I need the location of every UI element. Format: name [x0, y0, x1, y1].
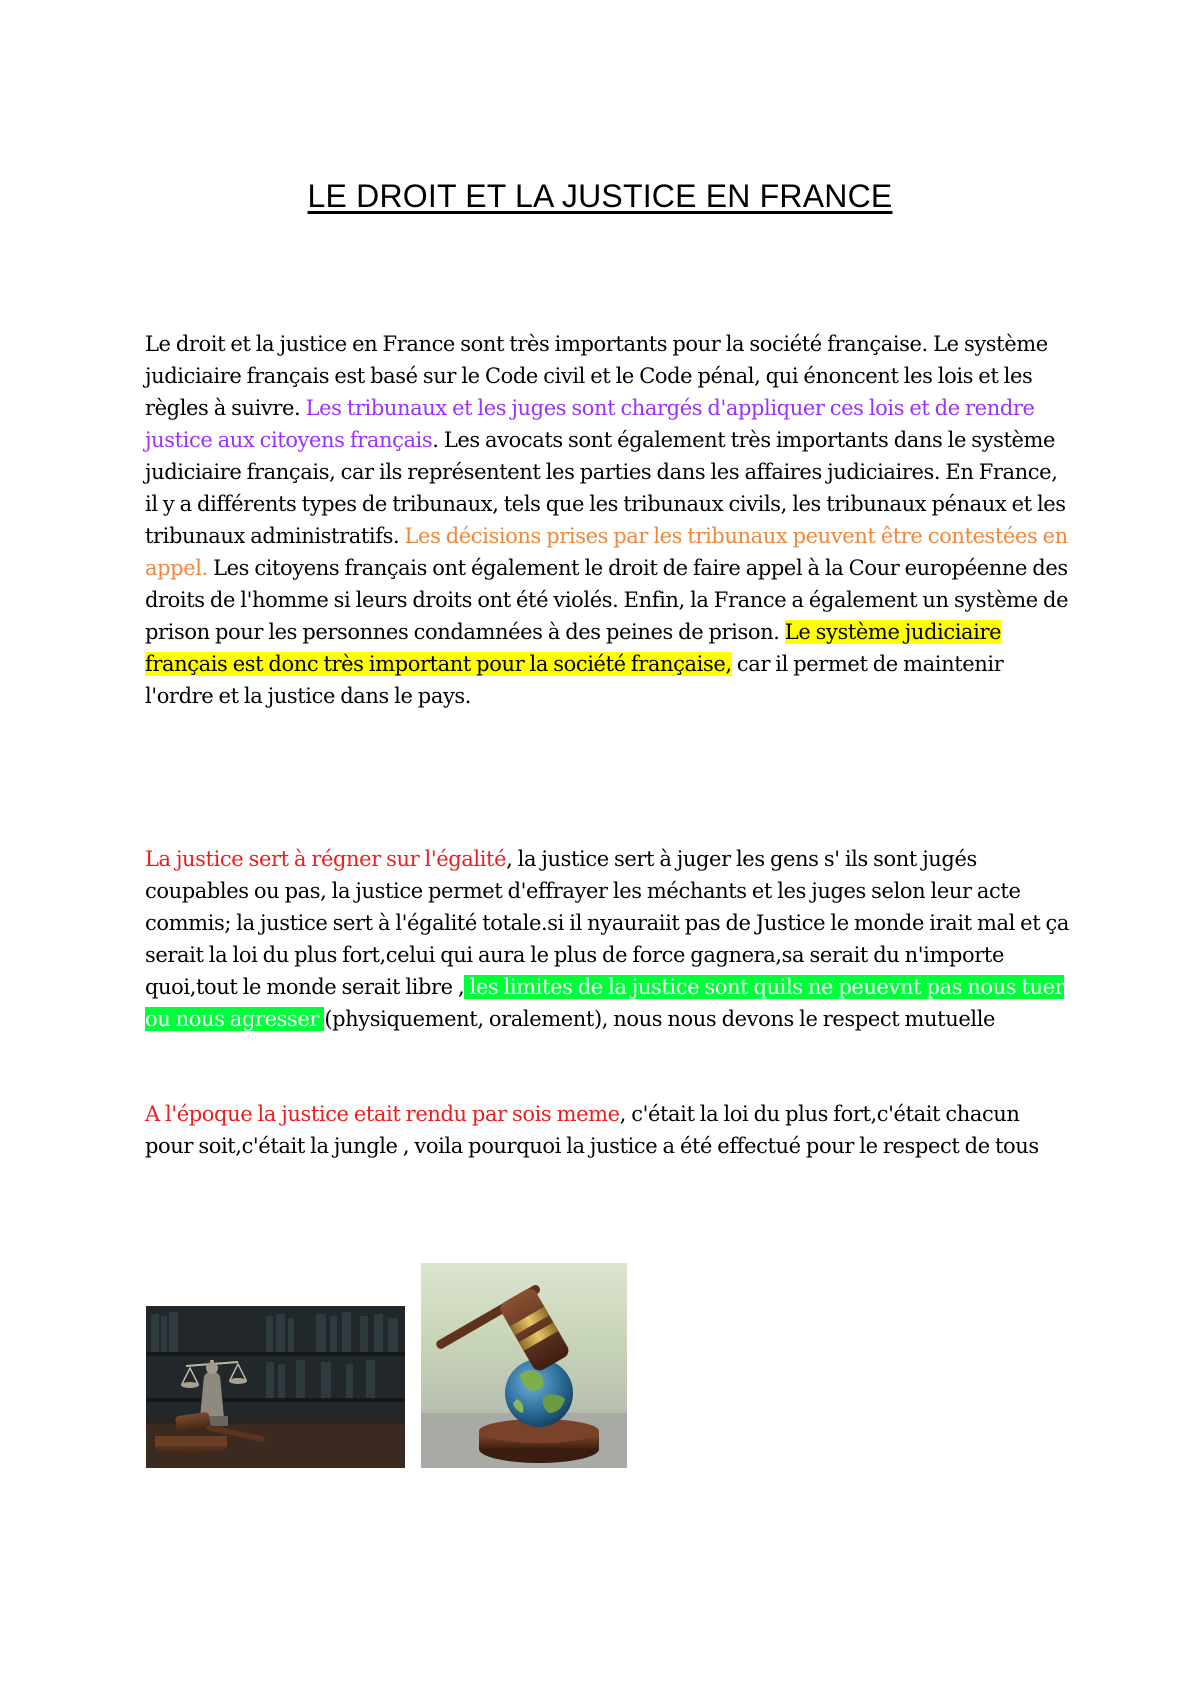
paragraph2-red-text: La justice sert à régner sur l'égalité: [145, 847, 507, 871]
document-title: LE DROIT ET LA JUSTICE EN FRANCE: [307, 178, 893, 214]
paragraph1-middle2: Les citoyens français ont également le droit de faire appel à la Cour européenne des droits de l'homme si leurs droits ont été violés. Enfin, la France a également un système de prison pour les personnes condamnées à des peines de prison.: [145, 556, 1069, 644]
paragraph1-intro: Le droit et la justice en France sont très importants pour la société française. Le système judiciaire français est basé sur le Code civil et le Code pénal, qui énoncent les lois et les règles à suivre.: [145, 332, 1048, 420]
paragraph-justice-role: [145, 843, 1070, 1035]
paragraph2-text: , la justice sert à juger les gens s' ils sont jugés coupables ou pas, la justice permet d'effrayer les méchants et les juges selon leur acte commis; la justice sert à l'égalité totale.si il nyauraiit pas de Justice le monde irait mal et ça serait la loi du plus fort,celui qui aura le plus de force gagnera,sa serait du n'importe quoi,tout le monde serait libre ,: [145, 847, 1070, 999]
paragraph-introduction: [145, 328, 1070, 712]
paragraph3-text: , c'était la loi du plus fort,c'était chacun pour soit,c'était la jungle , voila pourquoi la justice a été effectué pour le respect de tous: [145, 1102, 1039, 1158]
paragraph1-orange-text: Les décisions prises par les tribunaux peuvent être contestées en appel.: [145, 524, 1068, 580]
paragraph2-highlight: les limites de la justice sont quils ne peuevnt pas nous tuer ou nous agresser: [145, 975, 1065, 1031]
gavel-globe-icon: [421, 1263, 627, 1468]
paragraph1-end: car il permet de maintenir l'ordre et la justice dans le pays.: [145, 652, 1004, 708]
gavel-globe-photo: [421, 1263, 627, 1468]
scales-gavel-icon: [146, 1306, 405, 1468]
paragraph3-red-text: A l'époque la justice etait rendu par sois meme: [145, 1102, 620, 1126]
paragraph1-middle: . Les avocats sont également très importants dans le système judiciaire français, car ils représentent les parties dans les affaires judiciaires. En France, il y a différents types de tribunaux, tels que les tribunaux civils, les tribunaux pénaux et les tribunaux administratifs.: [145, 428, 1066, 548]
paragraph-history: [145, 1098, 1070, 1162]
paragraph1-highlight: Le système judiciaire français est donc très important pour la société française,: [145, 620, 1002, 676]
paragraph1-purple-text: Les tribunaux et les juges sont chargés d'appliquer ces lois et de rendre justice aux citoyens français: [145, 396, 1035, 452]
paragraph2-end: (physiquement, oralement), nous nous devons le respect mutuelle: [324, 1007, 996, 1031]
scales-of-justice-gavel-photo: [146, 1306, 405, 1468]
